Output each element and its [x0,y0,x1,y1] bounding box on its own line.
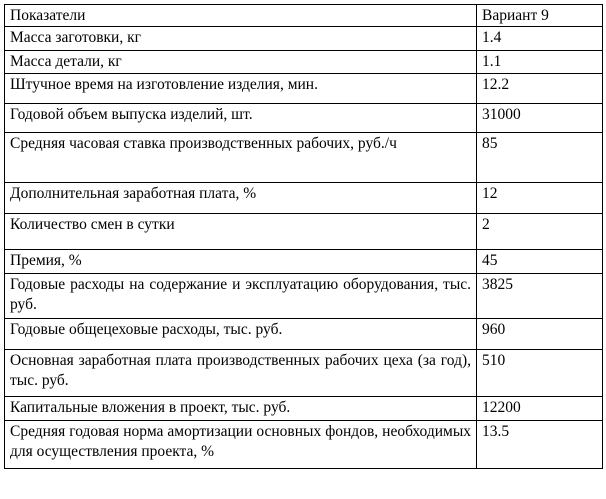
row-label: Средняя часовая ставка производственных рабочих, руб./ч [5,133,477,183]
table-row [5,133,603,183]
row-value: 1.1 [477,51,603,74]
row-value: 12200 [477,397,603,421]
row-label: Дополнительная заработная плата, % [5,183,477,214]
row-label: Средняя годовая норма амортизации основных фондов, необходимых для осуществления проекта, % [5,421,477,469]
row-value: 12 [477,183,603,214]
row-value: 1.4 [477,27,603,51]
table-row [5,421,603,469]
table-row [5,183,603,214]
table-row [5,51,603,74]
row-value: 12.2 [477,74,603,104]
row-label: Основная заработная плата производственных рабочих цеха (за год), тыс. руб. [5,350,477,397]
row-label: Годовые общецеховые расходы, тыс. руб. [5,319,477,350]
table-row [5,274,603,319]
row-label: Премия, % [5,250,477,274]
parameters-table [4,4,603,469]
table-row [5,350,603,397]
row-label: Масса детали, кг [5,51,477,74]
row-value: 45 [477,250,603,274]
row-value: 85 [477,133,603,183]
header-indicators: Показатели [5,5,477,27]
table-header-row [5,5,603,27]
table-row [5,74,603,104]
row-value: 3825 [477,274,603,319]
table-row [5,104,603,133]
row-label: Количество смен в сутки [5,214,477,250]
header-variant: Вариант 9 [477,5,603,27]
row-value: 2 [477,214,603,250]
table-row [5,214,603,250]
row-label: Масса заготовки, кг [5,27,477,51]
table-row [5,319,603,350]
row-value: 510 [477,350,603,397]
table-row [5,27,603,51]
row-label: Капитальные вложения в проект, тыс. руб. [5,397,477,421]
table-row [5,397,603,421]
row-label: Годовой объем выпуска изделий, шт. [5,104,477,133]
row-value: 31000 [477,104,603,133]
row-value: 13.5 [477,421,603,469]
row-label: Штучное время на изготовление изделия, мин. [5,74,477,104]
table-row [5,250,603,274]
row-label: Годовые расходы на содержание и эксплуатацию оборудования, тыс. руб. [5,274,477,319]
row-value: 960 [477,319,603,350]
